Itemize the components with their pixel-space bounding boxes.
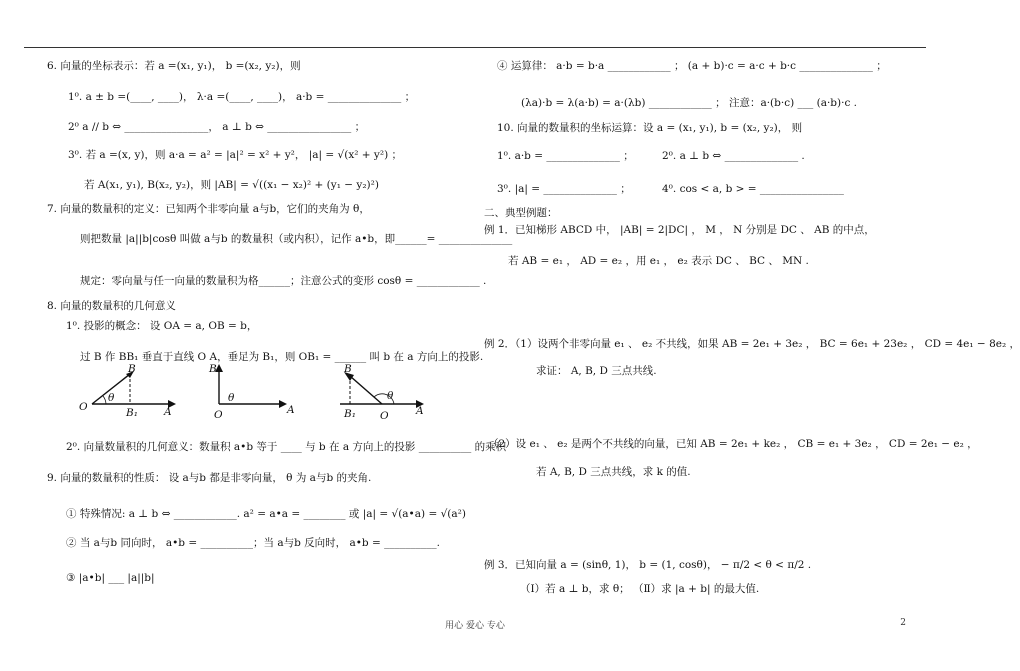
section-9-item-1: ① 特殊情况: a ⊥ b ⇔ ____________. a² = a•a = ________ 或 |a| = √(a•a) = √(a²) xyxy=(66,508,466,520)
section-9-title: 9. 向量的数量积的性质： 设 a与b 都是非零向量， θ 为 a与b 的夹角. xyxy=(47,472,372,484)
fig1-label-o: O xyxy=(79,401,88,413)
section-8-item-1: 1⁰. 投影的概念： 设 OA = a, OB = b， xyxy=(66,320,258,332)
section-6-item-3: 3⁰. 若 a =(x, y)，则 a·a = a² = |a|² = x² + y²， |a| = √(x² + y²) ； xyxy=(68,149,403,161)
section-6-item-2: 2⁰ a // b ⇔ ________________， a ⊥ b ⇔ ________________ ； xyxy=(68,121,366,133)
examples-heading: 二、典型例题： xyxy=(484,207,558,219)
section-7-item-1: 则把数量 |a||b|cosθ 叫做 a与b 的数量积（或内积），记作 a•b，即______= ______________ xyxy=(80,233,513,245)
example-2-line-2: 求证： A, B, D 三点共线. xyxy=(536,365,657,377)
section-6-item-1: 1⁰. a ± b =(____, ____)， λ·a =(____, ____)， a·b = ______________ ； xyxy=(68,91,416,103)
fig2-label-b: B xyxy=(209,363,217,375)
example-2-line-4: 若 A, B, D 三点共线，求 k 的值. xyxy=(536,466,691,478)
example-2-line-1: 例 2．（1）设两个非零向量 e₁ 、 e₂ 不共线，如果 AB = 2e₁ + 3e₂ ， BC = 6e₁ + 23e₂ ， CD = 4e₁ − 8e₂ ， xyxy=(484,338,1020,350)
section-10-item-4: 4⁰. cos < a, b > = ________________ xyxy=(662,183,844,195)
section-10-item-2: 2⁰. a ⊥ b ⇔ ______________ . xyxy=(662,150,805,162)
fig3-label-o: O xyxy=(380,410,389,422)
page-number: 2 xyxy=(900,618,906,628)
example-1-line-1: 例 1．已知梯形 ABCD 中， |AB| = 2|DC| ， M ， N 分别是 DC 、 AB 的中点， xyxy=(484,224,875,236)
section-8-item-3: 2⁰. 向量数量积的几何意义：数量积 a•b 等于 ____ 与 b 在 a 方向上的投影 __________ 的乘积 xyxy=(66,441,507,453)
section-9-item-3: ③ |a•b| ___ |a||b| xyxy=(66,572,155,584)
fig2-label-a: A xyxy=(287,404,295,416)
section-7-title: 7. 向量的数量积的定义：已知两个非零向量 a与b，它们的夹角为 θ， xyxy=(47,203,370,215)
operation-laws-2: (λa)·b = λ(a·b) = a·(λb) ____________ ； 注意：a·(b·c) ___ (a·b)·c . xyxy=(521,97,858,109)
fig3-label-b1: B₁ xyxy=(344,408,356,420)
fig1-label-b: B xyxy=(128,363,136,375)
section-7-item-2: 规定：零向量与任一向量的数量积为格______；注意公式的变形 cosθ = ____________ . xyxy=(80,275,487,287)
fig2-label-theta: θ xyxy=(228,392,235,404)
operation-laws: ④ 运算律： a·b = b·a ____________ ； (a + b)·c = a·c + b·c ______________ ； xyxy=(497,60,887,72)
example-3-line-1: 例 3．已知向量 a = (sinθ, 1)， b = (1, cosθ)， − π/2 < θ < π/2 . xyxy=(484,559,812,571)
section-6-item-4: 若 A(x₁, y₁), B(x₂, y₂)，则 |AB| = √((x₁ − x₂)² + (y₁ − y₂)²) xyxy=(84,179,379,191)
fig2-label-o: O xyxy=(214,409,223,421)
section-6-title: 6. 向量的坐标表示：若 a =(x₁, y₁)， b =(x₂, y₂)，则 xyxy=(47,60,301,72)
section-9-item-2: ② 当 a与b 同向时， a•b = __________；当 a与b 反向时， a•b = __________. xyxy=(66,537,440,549)
example-1-line-2: 若 AB = e₁ ， AD = e₂ ，用 e₁ ， e₂ 表示 DC 、 BC 、 MN . xyxy=(508,255,809,267)
section-8-title: 8. 向量的数量积的几何意义 xyxy=(47,300,176,312)
example-3-line-2: （Ⅰ）若 a ⊥ b，求 θ； （Ⅱ）求 |a + b| 的最大值. xyxy=(520,583,760,595)
section-8-item-2: 过 B 作 BB₁ 垂直于直线 O A，垂足为 B₁，则 OB₁ = ______ 叫 b 在 a 方向上的投影. xyxy=(80,351,484,363)
fig3-label-theta: θ xyxy=(387,390,394,402)
fig3-label-a: A xyxy=(416,405,424,417)
section-10-title: 10. 向量的数量积的坐标运算：设 a = (x₁, y₁), b = (x₂, y₂)， 则 xyxy=(497,122,803,134)
fig1-label-theta: θ xyxy=(108,392,115,404)
fig3-label-b: B xyxy=(344,363,352,375)
page-footer: 用心 爱心 专心 xyxy=(445,621,505,631)
fig1-label-b1: B₁ xyxy=(126,407,138,419)
header-rule xyxy=(24,47,926,48)
example-2-line-3: （2）设 e₁ 、 e₂ 是两个不共线的向量，已知 AB = 2e₁ + ke₂ ， CB = e₁ + 3e₂ ， CD = 2e₁ − e₂ ， xyxy=(488,438,978,450)
section-10-item-1: 1⁰. a·b = ______________ ； xyxy=(497,150,634,162)
fig1-label-a: A xyxy=(164,406,172,418)
section-10-item-3: 3⁰. |a| = ______________ ； xyxy=(497,183,631,195)
